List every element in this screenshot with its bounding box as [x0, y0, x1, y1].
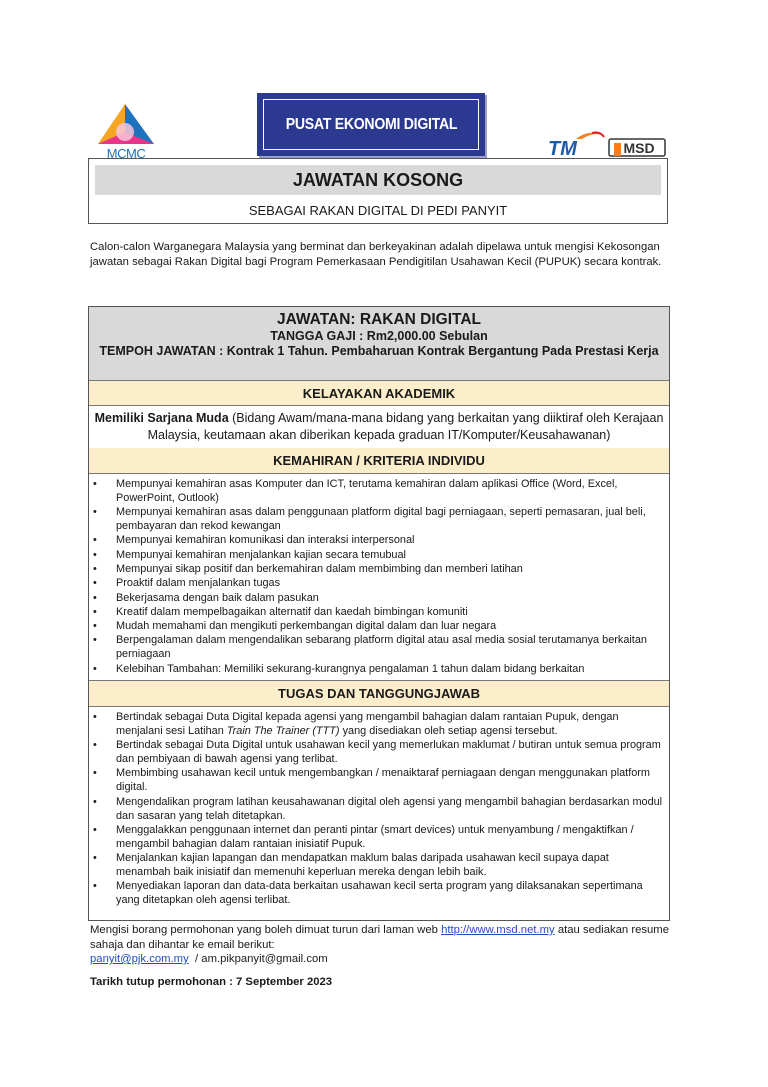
job-salary: TANGGA GAJI : Rm2,000.00 Sebulan [270, 329, 488, 343]
list-item [89, 824, 669, 852]
job-details-box [88, 306, 670, 921]
skill-text: Mempunyai sikap positif dan berkemahiran dalam membimbing dan memberi latihan [116, 563, 523, 575]
skill-text: Mempunyai kemahiran asas Komputer dan ICT, terutama kemahiran dalam aplikasi Office (Word, Excel, PowerPoint, Outlook) [116, 478, 618, 504]
academic-text [89, 406, 669, 448]
bullet-icon: • [93, 711, 97, 723]
bullet-icon: • [93, 880, 97, 893]
list-item [89, 880, 669, 908]
duty-text: Menyediakan laporan dan data-data berkaitan usahawan kecil serta program yang dilaksanakan sepertimana yang ditetapkan oleh agensi terlibat. [116, 880, 643, 907]
bullet-icon: • [93, 852, 97, 865]
bullet-icon: • [93, 620, 97, 633]
website-link[interactable]: http://www.msd.net.my [441, 924, 555, 936]
bullet-icon: • [93, 478, 97, 490]
list-item [89, 478, 669, 506]
duty-italic-text: Train The Trainer (TTT) [226, 724, 340, 737]
bullet-icon: • [93, 662, 97, 675]
bullet-icon: • [93, 591, 97, 604]
pusat-ekonomi-digital-banner [257, 93, 485, 156]
bullet-icon: • [93, 634, 97, 647]
banner-text: PUSAT EKONOMI DIGITAL [285, 115, 457, 133]
email-link[interactable]: panyit@pjk.com.my [90, 953, 189, 965]
list-item [89, 549, 669, 563]
skill-text: Kelebihan Tambahan: Memiliki sekurang-kurangnya pengalaman 1 tahun dalam bidang berkaitan [116, 662, 585, 675]
list-item [89, 592, 669, 606]
list-item [89, 852, 669, 880]
duties-header: TUGAS DAN TANGGUNGJAWAB [89, 680, 669, 707]
list-item [89, 767, 669, 795]
academic-bold: Memiliki Sarjana Muda [94, 411, 229, 425]
duty-text: Bertindak sebagai Duta Digital kepada agensi yang mengambil bahagian dalam rantaian Pupuk, dengan menjalani sesi Latihan [116, 711, 619, 737]
skills-header: KEMAHIRAN / KRITERIA INDIVIDU [89, 448, 669, 474]
academic-header: KELAYAKAN AKADEMIK [89, 381, 669, 406]
bullet-icon: • [93, 577, 97, 590]
email-text: am.pikpanyit@gmail.com [201, 953, 328, 965]
tm-logo-text: TM [548, 138, 577, 157]
list-item [89, 563, 669, 577]
skill-text: Proaktif dalam menjalankan tugas [116, 577, 281, 590]
instructions-text: Mengisi borang permohonan yang boleh dimuat turun dari laman web [90, 924, 442, 936]
skill-text: Mempunyai kemahiran menjalankan kajian secara temubual [116, 548, 406, 561]
msd-logo-text: MSD [623, 140, 655, 156]
mcmc-logo-text: MCMC [106, 146, 146, 160]
academic-rest: (Bidang Awam/mana-mana bidang yang berkaitan yang diiktiraf oleh Kerajaan Malaysia, keutamaan akan diberikan kepada graduan IT/Komputer/Keusahawanan) [147, 411, 664, 442]
bullet-icon: • [93, 823, 97, 836]
list-item [89, 711, 669, 739]
duty-text: yang disediakan oleh setiap agensi tersebut. [339, 724, 558, 737]
list-item [89, 534, 669, 548]
msd-logo [608, 136, 668, 158]
tm-logo [548, 129, 606, 157]
skill-text: Mudah memahami dan mengikuti perkembangan digital dalam dan luar negara [116, 620, 497, 633]
skill-text: Kreatif dalam mempelbagaikan alternatif dan kaedah bimbingan komuniti [116, 605, 468, 618]
skill-text: Mempunyai kemahiran komunikasi dan interaksi interpersonal [116, 534, 415, 547]
duties-list-container [89, 707, 669, 920]
bullet-icon: • [93, 795, 97, 808]
job-duration: TEMPOH JAWATAN : Kontrak 1 Tahun. Pembaharuan Kontrak Bergantung Pada Prestasi Kerja [99, 344, 659, 358]
duty-text: Menjalankan kajian lapangan dan mendapatkan maklum balas daripada usahawan kecil supaya dapat menambah baik inisiatif dan memenuhi keperluan mereka dengan lebih baik. [116, 852, 609, 878]
bullet-icon: • [93, 605, 97, 618]
job-header [89, 307, 669, 381]
duty-text: Mengendalikan program latihan keusahawanan digital oleh agensi yang mengambil bahagian berdasarkan modul dan sasaran yang telah ditetapkan. [116, 795, 663, 822]
list-item [89, 739, 669, 767]
page-subtitle: SEBAGAI RAKAN DIGITAL DI PEDI PANYIT [248, 203, 508, 218]
bullet-icon: • [93, 739, 97, 752]
mcmc-logo [92, 102, 162, 160]
duties-list [89, 711, 669, 908]
skill-text: Bekerjasama dengan baik dalam pasukan [116, 591, 319, 604]
list-item [89, 796, 669, 824]
intro-paragraph: Calon-calon Warganegara Malaysia yang berminat dan berkeyakinan adalah dipelawa untuk mengisi Kekosongan jawatan sebagai Rakan Digital bagi Program Pemerkasaan Pendigitilan Usahawan Kecil (PUPUK) secara kontrak. [90, 241, 662, 268]
duty-text: Membimbing usahawan kecil untuk mengembangkan / menaiktaraf perniagaan dengan menggunakan platform digital. [116, 767, 650, 794]
list-item [89, 620, 669, 634]
list-item [89, 663, 669, 677]
duty-text: Menggalakkan penggunaan internet dan peranti pintar (smart devices) untuk menyambung / mengaktifkan / mengambil bahagian dalam rantaian inisiatif Pupuk. [116, 823, 634, 850]
duty-text: Bertindak sebagai Duta Digital untuk usahawan kecil yang memerlukan maklumat / butiran untuk semua program dan pembiyaan di bawah agensi yang terlibat. [116, 739, 661, 766]
bullet-icon: • [93, 506, 97, 519]
application-instructions [90, 923, 680, 967]
instructions-text: atau sediakan resume sahaja dan dihantar ke email berikut: [90, 924, 669, 951]
list-item [89, 634, 669, 662]
bullet-icon: • [93, 563, 97, 575]
skill-text: Berpengalaman dalam mengendalikan sebarang platform digital atau asal media sosial terutamanya berkaitan perniagaan [116, 634, 647, 661]
separator: / [188, 953, 202, 965]
closing-date: Tarikh tutup permohonan : 7 September 2023 [90, 976, 333, 988]
bullet-icon: • [93, 534, 97, 547]
title-box [88, 158, 668, 224]
list-item [89, 577, 669, 591]
page-title: JAWATAN KOSONG [95, 165, 661, 195]
list-item [89, 506, 669, 534]
skill-text: Mempunyai kemahiran asas dalam penggunaan platform digital bagi perniagaan, seperti pemasaran, jual beli, pembayaran dan rekod kewangan [116, 506, 646, 533]
bullet-icon: • [93, 548, 97, 561]
bullet-icon: • [93, 767, 97, 780]
list-item [89, 606, 669, 620]
job-position: JAWATAN: RAKAN DIGITAL [276, 311, 482, 328]
skills-list [89, 478, 669, 677]
skills-list-container [89, 474, 669, 680]
